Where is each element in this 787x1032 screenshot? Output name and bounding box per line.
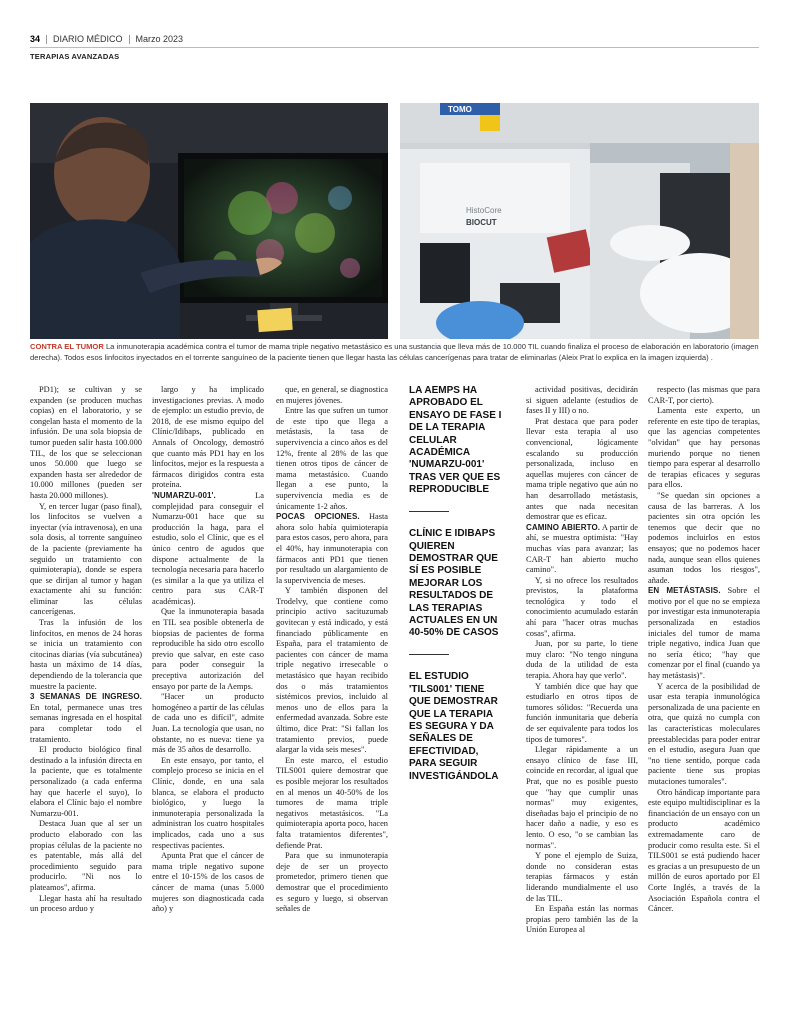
paragraph: [648, 491, 760, 586]
paragraph: [30, 502, 142, 619]
paragraph: [526, 745, 638, 851]
article-column-2: [152, 385, 264, 1025]
publication-name: DIARIO MÉDICO: [53, 34, 123, 44]
paragraph: [648, 586, 760, 681]
paragraph: [276, 756, 388, 851]
paragraph-text: Y también disponen del Trodelvy, que contiene como principio activo sacituzumab govitecan y está indicado, y está financiado públicamente en España, para el tratamiento de pacientes con cáncer de mama triple negativo irresecable o metastásico que hayan recibido dos o más tratamientos sistémicos previos, incluido al menos uno de ellos para la enfermedad avanzada. Sobre este último, dice Prat: "Si fallan los tratamiento previos, puede alargar la vida seis meses".: [276, 586, 388, 755]
machine-brand-label: HistoCore: [466, 206, 502, 215]
paragraph: [276, 406, 388, 512]
paragraph: [152, 851, 264, 915]
machine-model-label: BIOCUT: [466, 218, 497, 227]
pull-quote: EL ESTUDIO 'TILS001' TIENE QUE DEMOSTRAR QUE LA TERAPIA ES SEGURA Y DA SEÑALES DE EFECTIVIDAD, PARA SEGUIR INVESTIGÁNDOLA: [409, 671, 499, 782]
article-column-3: [276, 385, 388, 1025]
researcher-monitor-illustration: [30, 103, 388, 339]
paragraph-text: largo y ha implicado investigaciones previas. A modo de ejemplo: un estudio previo, de 2018, de ese mismo equipo del Clínic/Idibaps, publicado en Annals of Oncology, demostró que cuanto más PD1 hay en los linfocitos, mejor es la respuesta a fármacos dirigidos contra esta proteína.: [152, 385, 264, 490]
paragraph: [526, 523, 638, 576]
paragraph-text: Y, en tercer lugar (paso final), los linfocitos se vuelven a inyectar (vía intravenosa), en una sola dosis, al torrente sanguíneo de la paciente (previamente ha seguido un tratamiento con quimioterapia), donde se espera que se dirijan al tumor y hagan exactamente ahí su función: eliminar las células cancerígenas.: [30, 501, 142, 617]
caption-lead: CONTRA EL TUMOR: [30, 342, 104, 351]
subheading: 3 SEMANAS DE INGRESO.: [30, 692, 142, 702]
paragraph: [648, 385, 760, 406]
paragraph: [648, 406, 760, 491]
pull-quotes: [409, 385, 507, 783]
paragraph-text: Y también dice que hay que estudiarlo en otros tipos de tumores sólidos: "Recuerda una función inmunitaria que debería de ser equivalente para todos los tipos de tumores".: [526, 681, 638, 744]
header-divider: [129, 35, 130, 44]
paragraph: [526, 904, 638, 936]
photo-caption: [30, 341, 759, 363]
pull-quote: CLÍNIC E IDIBAPS QUIEREN DEMOSTRAR QUE SÍ ES POSIBLE MEJORAR LOS RESULTADOS DE LAS TERAPIAS ACTUALES EN UN 40-50% DE CASOS: [409, 528, 499, 639]
paragraph-text: Destaca Juan que al ser un producto elaborado con las propias células de la paciente no es patentable, más allá del procedimiento seguido para producirlo. "Ni nos lo plateamos", afirma.: [30, 819, 142, 892]
paragraph-text: PD1); se cultivan y se expanden (se producen muchas copias) en el laboratorio, y se congelan hasta el momento de la infusión. De una sola biopsia de tumor pueden salir hasta 100.000 TIL, de los que se seleccionan unos 50.000 que luego se expanden hasta ser alrededor de 10.000 millones (pueden ser hasta 20.000 millones).: [30, 385, 142, 500]
lab-microtome-illustration: [400, 103, 759, 339]
paragraph-text: "Hacer un producto homogéneo a partir de las células de cada uno es difícil", admite Juan. La tecnología que usan, no obstante, no es nueva: tiene ya más de 35 años de desarrollo.: [152, 692, 264, 755]
subheading: EN METÁSTASIS.: [648, 586, 721, 596]
paragraph-text: Tras la infusión de los linfocitos, en menos de 24 horas se inicia un tratamiento con citocinas diarias (vía subcutánea) hasta un máximo de 14 días, dependiendo de la tolerancia que muestre la paciente.: [30, 618, 142, 691]
paragraph-text: La complejidad para conseguir el Numarzu-001 hace que su producción la haga, para el estudio, solo el Clínic, que es el único centro de agudos que dispone actualmente de la tecnología necesaria para hacerlo (es similar a la que ya utiliza el centro para sus CAR-T académicas).: [152, 490, 264, 606]
paragraph-text: Juan, por su parte, lo tiene muy claro: "No tengo ninguna duda de la utilidad de esta terapia. Ahora hay que verlo".: [526, 639, 638, 681]
article-column-1: [30, 385, 142, 1025]
page-header: [30, 34, 759, 44]
article-column-5: [526, 385, 638, 1025]
paragraph-text: Y, si no ofrece los resultados previstos, la plataforma tecnológica y todo el conocimiento acumulado estarán ahí para "hacer otras muchas cosas", afirma.: [526, 575, 638, 638]
section-label: TERAPIAS AVANZADAS: [30, 52, 120, 61]
photo-lab-microtome: [400, 103, 759, 339]
paragraph: [152, 692, 264, 756]
paragraph: [30, 894, 142, 915]
paragraph: [648, 682, 760, 788]
pull-quote: LA AEMPS HA APROBADO EL ENSAYO DE FASE I DE LA TERAPIA CELULAR ACADÉMICA 'NUMARZU-001' TRAS VER QUE ES REPRODUCIBLE: [409, 385, 502, 496]
paragraph-text: Otro hándicap importante para este equipo multidisciplinar es la financiación de un ensayo con un producto académico extremadamente caro de producir como resulta este. Si el TILS001 se está pudiendo hacer es gracias a un presupuesto de un millón de euros aportado por El Corte Inglés, a través de la Asociación Española contra el Cáncer.: [648, 787, 760, 914]
paragraph-text: Llegar hasta ahí ha resultado un proceso arduo y: [30, 893, 142, 914]
paragraph: [152, 385, 264, 491]
paragraph: [648, 788, 760, 915]
subheading: CAMINO ABIERTO.: [526, 522, 601, 532]
pull-quote-divider: [409, 511, 449, 513]
paragraph-text: Para que su inmunoterapia deje de ser un proyecto prometedor, primero tienen que demostrar que el procedimiento es seguro y luego, si observan señales de: [276, 851, 388, 914]
paragraph: [526, 417, 638, 523]
header-rule: [30, 47, 759, 48]
paragraph-text: Y acerca de la posibilidad de usar esta terapia inmunológica personalizada de una paciente en otra, que quizá no cumpla con las características moleculares preestablecidas para poder entrar en el estudio, asegura Juan que "no tiene sentido, porque cada paciente tiene sus propias mutaciones tumorales".: [648, 681, 760, 786]
paragraph-text: Y pone el ejemplo de Suiza, donde no consideran estas terapias fármacos y están liderando mundialmente el uso de las TIL.: [526, 851, 638, 903]
paragraph-text: Prat destaca que para poder llevar esta terapia al uso convencional, lógicamente escalando su producción personalizada, incluso en aquellas mujeres con cáncer de mama triple negativo que aún no han desarrollado metástasis, antes que nada necesitan demostrar que es eficaz.: [526, 416, 638, 522]
photo-researcher-monitor: [30, 103, 388, 339]
page-number: 34: [30, 34, 41, 44]
paragraph-text: En este ensayo, por tanto, el complejo proceso se inicia en el Clínic, donde, en una sala blanca, se elabora el producto biológico, y luego la inmunoterapia personalizada la administran los cuatro hospitales implicados, cada uno a sus respectivas pacientes.: [152, 755, 264, 850]
paragraph-text: que, en general, se diagnostica en mujeres jóvenes.: [276, 385, 388, 405]
paragraph: [276, 586, 388, 756]
paragraph: [30, 385, 142, 502]
paragraph-text: Apunta Prat que el cáncer de mama triple negativo supone entre el 10-15% de los casos de cáncer de mama (unas 5.000 mujeres son diagnosticada cada año) y: [152, 851, 264, 914]
paragraph: [526, 385, 638, 417]
header-divider: [46, 35, 47, 44]
tomo-label: TOMO: [448, 105, 472, 114]
caption-text: La inmunoterapia académica contra el tumor de mama triple negativo metastásico es una sustancia que lleva más de 10.000 TIL cuando finaliza el proceso de elaboración en laboratorio (imagen derecha). Todos esos linfocitos inyectados en el torrente sanguíneo de la paciente tienen que llegar hasta las células cancerígenas para tratar de eliminarlas (Aleix Prat lo explica en la imagen izquierda) .: [30, 342, 759, 362]
paragraph: [526, 851, 638, 904]
paragraph-text: A partir de ahí, se muestra optimista: "Hay muchas vías para avanzar; las CAR-T han abierto mucho camino".: [526, 522, 638, 575]
subheading: 'NUMARZU-001'.: [152, 490, 216, 500]
paragraph: [526, 639, 638, 681]
paragraph: [152, 607, 264, 692]
paragraph: [152, 491, 264, 608]
paragraph-text: El producto biológico final destinado a la infusión directa en la paciente, que es totalmente personalizado (a cada enferma hay que hacerle el suyo), lo elabora el Clínic bajo el nombre Numarzu-001.: [30, 745, 142, 818]
paragraph: [526, 576, 638, 640]
paragraph: [526, 682, 638, 746]
paragraph: [30, 819, 142, 893]
paragraph: [30, 745, 142, 819]
pull-quote-divider: [409, 654, 449, 656]
paragraph-text: Llegar rápidamente a un ensayo clínico de fase III, coincide en recordar, al igual que Prat, que no es posible puesto que "hay que cumplir unas normas" muy exigentes, diseñadas bajo el principio de no hacer daño a nadie, y eso es lento. O eso, "o se cambian las normas".: [526, 745, 638, 850]
paragraph-text: En total, permanece unas tres semanas ingresada en el hospital para completar todo el tratamiento.: [30, 702, 142, 744]
paragraph: [276, 385, 388, 406]
paragraph-text: Sobre el motivo por el que no se empieza por investigar esta inmunoterapia personalizada en estadios iniciales del tumor de mama triple negativo, indica Juan que no sería ético; "hay que comenzar por el final (cuando ya hay metástasis)".: [648, 586, 760, 681]
paragraph-text: "Se quedan sin opciones a causa de las barreras. A los pacientes sin otra opción les tenemos que decir que no podemos incluirlos en estos ensayos; que no podemos hacer nada, aunque sean ellos quienes asuman todos los riesgos", añade.: [648, 490, 760, 585]
paragraph-text: Entre las que sufren un tumor de este tipo que llega a metástasis, la tasa de supervivencia a cinco años es del 12%, frente al 28% de las que tienen otros tipos de cáncer de mama metastásico. Cuando llegan a ese punto, la supervivencia media es de únicamente 1-2 años.: [276, 406, 388, 511]
paragraph-text: En este marco, el estudio TILS001 quiere demostrar que es posible mejorar los resultados en al menos un 40-50% de los tumores de mama triple negativos metastásicos. "La quimioterapia aporta poco, hacen falta tratamientos diferentes", defiende Prat.: [276, 755, 388, 850]
paragraph: [276, 851, 388, 915]
paragraph-text: En España están las normas propias pero también las de la Unión Europea al: [526, 904, 638, 935]
paragraph: [152, 756, 264, 851]
paragraph-text: respecto (las mismas que para CAR-T, por cierto).: [648, 385, 760, 405]
paragraph: [30, 692, 142, 745]
paragraph: [30, 618, 142, 692]
article-column-6: [648, 385, 760, 1025]
publication-date: Marzo 2023: [135, 34, 184, 44]
paragraph-text: Hasta ahora solo había quimioterapia para estos casos, pero ahora, para el 40%, hay inmunoterapia con fármacos anti PD1 que tienen por resultado un alargamiento de la supervivencia de meses.: [276, 512, 388, 585]
paragraph: [276, 512, 388, 586]
paragraph-text: Lamenta este experto, un referente en este tipo de terapias, que las agencias competentes "olvidan" que hay personas muriendo porque no tienen tiempo para esperar al desarrollo de terapias eficaces y seguras para ellos.: [648, 406, 760, 490]
paragraph-text: Que la inmunoterapia basada en TIL sea posible obtenerla de biopsias de pacientes de forma reproducible ha sido otro escollo previo que salvar, en este caso para poder conseguir la preceptiva autorización del ensayo por parte de la Aemps.: [152, 607, 264, 691]
paragraph-text: actividad positivas, decidirán si siguen adelante (estudios de fases II y III) o no.: [526, 385, 638, 416]
subheading: POCAS OPCIONES.: [276, 512, 360, 522]
